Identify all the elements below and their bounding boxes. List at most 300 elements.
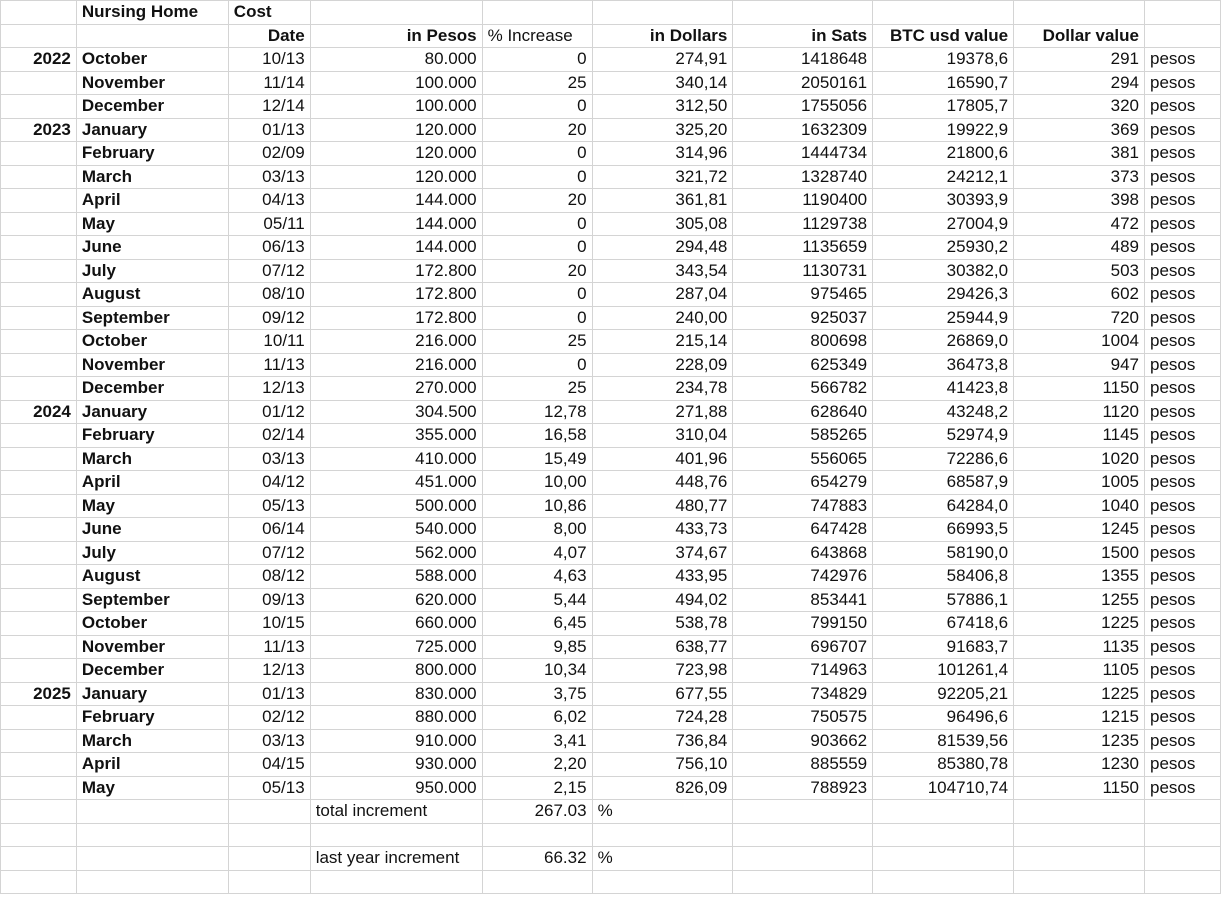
pesos-cell[interactable]: 950.000 xyxy=(310,776,482,800)
dollar-value-cell[interactable]: 472 xyxy=(1014,212,1145,236)
unit-cell[interactable]: pesos xyxy=(1145,635,1221,659)
increase-cell[interactable]: 3,41 xyxy=(482,729,592,753)
btc-cell[interactable]: 19378,6 xyxy=(873,48,1014,72)
increase-cell[interactable]: 8,00 xyxy=(482,518,592,542)
cell[interactable] xyxy=(592,1,733,25)
increase-cell[interactable]: 2,20 xyxy=(482,753,592,777)
unit-cell[interactable]: pesos xyxy=(1145,330,1221,354)
cell[interactable] xyxy=(1145,870,1221,894)
year-cell[interactable]: 2022 xyxy=(1,48,77,72)
dollar-value-cell[interactable]: 291 xyxy=(1014,48,1145,72)
sats-cell[interactable]: 628640 xyxy=(733,400,873,424)
month-cell[interactable]: December xyxy=(76,95,228,119)
total-increment-unit[interactable]: % xyxy=(592,800,733,824)
btc-cell[interactable]: 30382,0 xyxy=(873,259,1014,283)
dollar-value-cell[interactable]: 1135 xyxy=(1014,635,1145,659)
btc-cell[interactable]: 64284,0 xyxy=(873,494,1014,518)
increase-cell[interactable]: 0 xyxy=(482,236,592,260)
btc-cell[interactable]: 96496,6 xyxy=(873,706,1014,730)
pesos-cell[interactable]: 800.000 xyxy=(310,659,482,683)
last-year-increment-label[interactable]: last year increment xyxy=(310,847,482,871)
sats-cell[interactable]: 1328740 xyxy=(733,165,873,189)
cell[interactable] xyxy=(76,847,228,871)
month-cell[interactable]: August xyxy=(76,565,228,589)
dollars-cell[interactable]: 312,50 xyxy=(592,95,733,119)
dollar-value-cell[interactable]: 1255 xyxy=(1014,588,1145,612)
dollars-cell[interactable]: 480,77 xyxy=(592,494,733,518)
cell[interactable] xyxy=(733,847,873,871)
dollars-cell[interactable]: 538,78 xyxy=(592,612,733,636)
cell[interactable] xyxy=(76,800,228,824)
increase-cell[interactable]: 16,58 xyxy=(482,424,592,448)
date-cell[interactable]: 10/11 xyxy=(228,330,310,354)
date-cell[interactable]: 01/12 xyxy=(228,400,310,424)
increase-cell[interactable]: 20 xyxy=(482,118,592,142)
date-cell[interactable]: 12/13 xyxy=(228,377,310,401)
title-cell[interactable]: Nursing Home xyxy=(76,1,228,25)
cell[interactable] xyxy=(228,800,310,824)
btc-cell[interactable]: 26869,0 xyxy=(873,330,1014,354)
month-cell[interactable]: January xyxy=(76,682,228,706)
unit-cell[interactable]: pesos xyxy=(1145,565,1221,589)
unit-cell[interactable]: pesos xyxy=(1145,682,1221,706)
column-header[interactable]: % Increase xyxy=(482,24,592,48)
date-cell[interactable]: 11/13 xyxy=(228,353,310,377)
sats-cell[interactable]: 975465 xyxy=(733,283,873,307)
unit-cell[interactable]: pesos xyxy=(1145,377,1221,401)
date-cell[interactable]: 01/13 xyxy=(228,682,310,706)
sats-cell[interactable]: 2050161 xyxy=(733,71,873,95)
month-cell[interactable]: February xyxy=(76,706,228,730)
dollars-cell[interactable]: 756,10 xyxy=(592,753,733,777)
unit-cell[interactable]: pesos xyxy=(1145,283,1221,307)
cell[interactable] xyxy=(1,847,77,871)
sats-cell[interactable]: 1190400 xyxy=(733,189,873,213)
btc-cell[interactable]: 43248,2 xyxy=(873,400,1014,424)
dollar-value-cell[interactable]: 1235 xyxy=(1014,729,1145,753)
unit-cell[interactable]: pesos xyxy=(1145,165,1221,189)
cell[interactable] xyxy=(1014,1,1145,25)
cell[interactable] xyxy=(1014,870,1145,894)
btc-cell[interactable]: 25944,9 xyxy=(873,306,1014,330)
cell[interactable] xyxy=(482,823,592,847)
unit-cell[interactable]: pesos xyxy=(1145,353,1221,377)
btc-cell[interactable]: 30393,9 xyxy=(873,189,1014,213)
btc-cell[interactable]: 68587,9 xyxy=(873,471,1014,495)
pesos-cell[interactable]: 270.000 xyxy=(310,377,482,401)
increase-cell[interactable]: 0 xyxy=(482,142,592,166)
dollar-value-cell[interactable]: 947 xyxy=(1014,353,1145,377)
increase-cell[interactable]: 20 xyxy=(482,189,592,213)
unit-cell[interactable]: pesos xyxy=(1145,142,1221,166)
dollar-value-cell[interactable]: 320 xyxy=(1014,95,1145,119)
dollar-value-cell[interactable]: 1145 xyxy=(1014,424,1145,448)
dollars-cell[interactable]: 234,78 xyxy=(592,377,733,401)
pesos-cell[interactable]: 120.000 xyxy=(310,165,482,189)
increase-cell[interactable]: 6,02 xyxy=(482,706,592,730)
dollars-cell[interactable]: 401,96 xyxy=(592,447,733,471)
increase-cell[interactable]: 25 xyxy=(482,377,592,401)
cell[interactable] xyxy=(873,800,1014,824)
date-cell[interactable]: 07/12 xyxy=(228,541,310,565)
btc-cell[interactable]: 41423,8 xyxy=(873,377,1014,401)
cell[interactable] xyxy=(592,870,733,894)
year-cell[interactable] xyxy=(1,753,77,777)
increase-cell[interactable]: 4,07 xyxy=(482,541,592,565)
increase-cell[interactable]: 12,78 xyxy=(482,400,592,424)
month-cell[interactable]: May xyxy=(76,776,228,800)
year-cell[interactable] xyxy=(1,142,77,166)
sats-cell[interactable]: 1632309 xyxy=(733,118,873,142)
unit-cell[interactable]: pesos xyxy=(1145,71,1221,95)
sats-cell[interactable]: 853441 xyxy=(733,588,873,612)
column-header[interactable]: in Sats xyxy=(733,24,873,48)
dollars-cell[interactable]: 826,09 xyxy=(592,776,733,800)
year-cell[interactable] xyxy=(1,283,77,307)
date-cell[interactable]: 04/15 xyxy=(228,753,310,777)
pesos-cell[interactable]: 172.800 xyxy=(310,283,482,307)
dollar-value-cell[interactable]: 369 xyxy=(1014,118,1145,142)
btc-cell[interactable]: 85380,78 xyxy=(873,753,1014,777)
unit-cell[interactable]: pesos xyxy=(1145,776,1221,800)
cell[interactable] xyxy=(873,847,1014,871)
year-cell[interactable]: 2023 xyxy=(1,118,77,142)
dollar-value-cell[interactable]: 1225 xyxy=(1014,682,1145,706)
year-cell[interactable] xyxy=(1,706,77,730)
pesos-cell[interactable]: 100.000 xyxy=(310,71,482,95)
year-cell[interactable] xyxy=(1,306,77,330)
unit-cell[interactable]: pesos xyxy=(1145,259,1221,283)
pesos-cell[interactable]: 910.000 xyxy=(310,729,482,753)
cell[interactable] xyxy=(873,1,1014,25)
year-cell[interactable] xyxy=(1,776,77,800)
unit-cell[interactable]: pesos xyxy=(1145,118,1221,142)
cell[interactable] xyxy=(1014,847,1145,871)
pesos-cell[interactable]: 540.000 xyxy=(310,518,482,542)
month-cell[interactable]: July xyxy=(76,541,228,565)
dollars-cell[interactable]: 310,04 xyxy=(592,424,733,448)
column-header[interactable]: Date xyxy=(228,24,310,48)
cell[interactable] xyxy=(482,870,592,894)
column-header[interactable]: in Dollars xyxy=(592,24,733,48)
dollars-cell[interactable]: 314,96 xyxy=(592,142,733,166)
pesos-cell[interactable]: 930.000 xyxy=(310,753,482,777)
cell[interactable] xyxy=(873,870,1014,894)
dollars-cell[interactable]: 287,04 xyxy=(592,283,733,307)
dollar-value-cell[interactable]: 1005 xyxy=(1014,471,1145,495)
date-cell[interactable]: 08/12 xyxy=(228,565,310,589)
dollars-cell[interactable]: 321,72 xyxy=(592,165,733,189)
unit-cell[interactable]: pesos xyxy=(1145,729,1221,753)
month-cell[interactable]: October xyxy=(76,612,228,636)
cell[interactable] xyxy=(228,870,310,894)
pesos-cell[interactable]: 216.000 xyxy=(310,353,482,377)
dollars-cell[interactable]: 294,48 xyxy=(592,236,733,260)
pesos-cell[interactable]: 500.000 xyxy=(310,494,482,518)
pesos-cell[interactable]: 100.000 xyxy=(310,95,482,119)
cell[interactable] xyxy=(76,823,228,847)
pesos-cell[interactable]: 410.000 xyxy=(310,447,482,471)
year-cell[interactable] xyxy=(1,236,77,260)
cell[interactable] xyxy=(310,1,482,25)
date-cell[interactable]: 03/13 xyxy=(228,447,310,471)
sats-cell[interactable]: 800698 xyxy=(733,330,873,354)
btc-cell[interactable]: 58190,0 xyxy=(873,541,1014,565)
unit-cell[interactable]: pesos xyxy=(1145,494,1221,518)
sats-cell[interactable]: 734829 xyxy=(733,682,873,706)
pesos-cell[interactable]: 451.000 xyxy=(310,471,482,495)
increase-cell[interactable]: 25 xyxy=(482,71,592,95)
total-increment-label[interactable]: total increment xyxy=(310,800,482,824)
unit-cell[interactable]: pesos xyxy=(1145,471,1221,495)
date-cell[interactable]: 12/14 xyxy=(228,95,310,119)
date-cell[interactable]: 02/12 xyxy=(228,706,310,730)
month-cell[interactable]: February xyxy=(76,424,228,448)
month-cell[interactable]: January xyxy=(76,118,228,142)
dollar-value-cell[interactable]: 1040 xyxy=(1014,494,1145,518)
btc-cell[interactable]: 72286,6 xyxy=(873,447,1014,471)
dollar-value-cell[interactable]: 294 xyxy=(1014,71,1145,95)
pesos-cell[interactable]: 144.000 xyxy=(310,212,482,236)
dollars-cell[interactable]: 340,14 xyxy=(592,71,733,95)
year-cell[interactable] xyxy=(1,635,77,659)
pesos-cell[interactable]: 172.800 xyxy=(310,306,482,330)
btc-cell[interactable]: 19922,9 xyxy=(873,118,1014,142)
month-cell[interactable]: July xyxy=(76,259,228,283)
cell[interactable] xyxy=(1,823,77,847)
dollar-value-cell[interactable]: 1120 xyxy=(1014,400,1145,424)
sats-cell[interactable]: 747883 xyxy=(733,494,873,518)
cell[interactable] xyxy=(228,847,310,871)
sats-cell[interactable]: 1135659 xyxy=(733,236,873,260)
cell[interactable] xyxy=(733,800,873,824)
year-cell[interactable] xyxy=(1,259,77,283)
increase-cell[interactable]: 0 xyxy=(482,48,592,72)
date-cell[interactable]: 08/10 xyxy=(228,283,310,307)
cell[interactable] xyxy=(1,1,77,25)
dollar-value-cell[interactable]: 1150 xyxy=(1014,776,1145,800)
dollar-value-cell[interactable]: 1004 xyxy=(1014,330,1145,354)
btc-cell[interactable]: 81539,56 xyxy=(873,729,1014,753)
sats-cell[interactable]: 1755056 xyxy=(733,95,873,119)
btc-cell[interactable]: 27004,9 xyxy=(873,212,1014,236)
sats-cell[interactable]: 885559 xyxy=(733,753,873,777)
pesos-cell[interactable]: 660.000 xyxy=(310,612,482,636)
date-cell[interactable]: 05/13 xyxy=(228,776,310,800)
sats-cell[interactable]: 1129738 xyxy=(733,212,873,236)
dollar-value-cell[interactable]: 1225 xyxy=(1014,612,1145,636)
unit-cell[interactable]: pesos xyxy=(1145,424,1221,448)
month-cell[interactable]: April xyxy=(76,471,228,495)
unit-cell[interactable]: pesos xyxy=(1145,447,1221,471)
btc-cell[interactable]: 24212,1 xyxy=(873,165,1014,189)
btc-cell[interactable]: 92205,21 xyxy=(873,682,1014,706)
dollar-value-cell[interactable]: 1020 xyxy=(1014,447,1145,471)
month-cell[interactable]: December xyxy=(76,377,228,401)
dollar-value-cell[interactable]: 1245 xyxy=(1014,518,1145,542)
cell[interactable] xyxy=(1145,823,1221,847)
pesos-cell[interactable]: 725.000 xyxy=(310,635,482,659)
year-cell[interactable] xyxy=(1,95,77,119)
unit-cell[interactable]: pesos xyxy=(1145,588,1221,612)
increase-cell[interactable]: 15,49 xyxy=(482,447,592,471)
month-cell[interactable]: February xyxy=(76,142,228,166)
sats-cell[interactable]: 566782 xyxy=(733,377,873,401)
dollars-cell[interactable]: 215,14 xyxy=(592,330,733,354)
dollar-value-cell[interactable]: 489 xyxy=(1014,236,1145,260)
increase-cell[interactable]: 25 xyxy=(482,330,592,354)
cell[interactable] xyxy=(310,870,482,894)
month-cell[interactable]: May xyxy=(76,212,228,236)
cell[interactable] xyxy=(592,823,733,847)
btc-cell[interactable]: 57886,1 xyxy=(873,588,1014,612)
unit-cell[interactable]: pesos xyxy=(1145,753,1221,777)
sats-cell[interactable]: 647428 xyxy=(733,518,873,542)
increase-cell[interactable]: 2,15 xyxy=(482,776,592,800)
increase-cell[interactable]: 0 xyxy=(482,283,592,307)
date-cell[interactable]: 09/13 xyxy=(228,588,310,612)
month-cell[interactable]: November xyxy=(76,635,228,659)
cell[interactable] xyxy=(1145,1,1221,25)
dollar-value-cell[interactable]: 373 xyxy=(1014,165,1145,189)
dollar-value-cell[interactable]: 1355 xyxy=(1014,565,1145,589)
cell[interactable] xyxy=(733,870,873,894)
month-cell[interactable]: April xyxy=(76,189,228,213)
increase-cell[interactable]: 9,85 xyxy=(482,635,592,659)
increase-cell[interactable]: 10,86 xyxy=(482,494,592,518)
increase-cell[interactable]: 5,44 xyxy=(482,588,592,612)
dollar-value-cell[interactable]: 1150 xyxy=(1014,377,1145,401)
year-cell[interactable] xyxy=(1,212,77,236)
pesos-cell[interactable]: 120.000 xyxy=(310,118,482,142)
total-increment-value[interactable]: 267.03 xyxy=(482,800,592,824)
pesos-cell[interactable]: 562.000 xyxy=(310,541,482,565)
date-cell[interactable]: 11/14 xyxy=(228,71,310,95)
btc-cell[interactable]: 104710,74 xyxy=(873,776,1014,800)
sats-cell[interactable]: 714963 xyxy=(733,659,873,683)
cell[interactable] xyxy=(1,800,77,824)
month-cell[interactable]: September xyxy=(76,306,228,330)
unit-cell[interactable]: pesos xyxy=(1145,518,1221,542)
month-cell[interactable]: March xyxy=(76,447,228,471)
unit-cell[interactable]: pesos xyxy=(1145,48,1221,72)
unit-cell[interactable]: pesos xyxy=(1145,706,1221,730)
title-cell[interactable]: Cost xyxy=(228,1,310,25)
dollar-value-cell[interactable]: 381 xyxy=(1014,142,1145,166)
year-cell[interactable] xyxy=(1,353,77,377)
date-cell[interactable]: 11/13 xyxy=(228,635,310,659)
year-cell[interactable] xyxy=(1,612,77,636)
month-cell[interactable]: March xyxy=(76,729,228,753)
year-cell[interactable]: 2024 xyxy=(1,400,77,424)
sats-cell[interactable]: 1418648 xyxy=(733,48,873,72)
dollar-value-cell[interactable]: 398 xyxy=(1014,189,1145,213)
cell[interactable] xyxy=(733,823,873,847)
month-cell[interactable]: May xyxy=(76,494,228,518)
dollar-value-cell[interactable]: 1215 xyxy=(1014,706,1145,730)
year-cell[interactable] xyxy=(1,71,77,95)
dollars-cell[interactable]: 494,02 xyxy=(592,588,733,612)
dollars-cell[interactable]: 374,67 xyxy=(592,541,733,565)
sats-cell[interactable]: 1444734 xyxy=(733,142,873,166)
year-cell[interactable] xyxy=(1,565,77,589)
month-cell[interactable]: June xyxy=(76,518,228,542)
year-cell[interactable] xyxy=(1,588,77,612)
year-cell[interactable] xyxy=(1,330,77,354)
date-cell[interactable]: 01/13 xyxy=(228,118,310,142)
dollar-value-cell[interactable]: 720 xyxy=(1014,306,1145,330)
unit-cell[interactable]: pesos xyxy=(1145,400,1221,424)
unit-cell[interactable]: pesos xyxy=(1145,236,1221,260)
year-cell[interactable] xyxy=(1,424,77,448)
pesos-cell[interactable]: 120.000 xyxy=(310,142,482,166)
pesos-cell[interactable]: 304.500 xyxy=(310,400,482,424)
btc-cell[interactable]: 66993,5 xyxy=(873,518,1014,542)
month-cell[interactable]: October xyxy=(76,330,228,354)
dollar-value-cell[interactable]: 1230 xyxy=(1014,753,1145,777)
sats-cell[interactable]: 643868 xyxy=(733,541,873,565)
year-cell[interactable] xyxy=(1,165,77,189)
unit-cell[interactable]: pesos xyxy=(1145,95,1221,119)
unit-cell[interactable]: pesos xyxy=(1145,612,1221,636)
btc-cell[interactable]: 29426,3 xyxy=(873,283,1014,307)
btc-cell[interactable]: 101261,4 xyxy=(873,659,1014,683)
increase-cell[interactable]: 4,63 xyxy=(482,565,592,589)
dollar-value-cell[interactable]: 602 xyxy=(1014,283,1145,307)
unit-cell[interactable]: pesos xyxy=(1145,189,1221,213)
dollars-cell[interactable]: 724,28 xyxy=(592,706,733,730)
date-cell[interactable]: 02/14 xyxy=(228,424,310,448)
dollars-cell[interactable]: 361,81 xyxy=(592,189,733,213)
cell[interactable] xyxy=(1014,823,1145,847)
sats-cell[interactable]: 742976 xyxy=(733,565,873,589)
year-cell[interactable] xyxy=(1,541,77,565)
year-cell[interactable] xyxy=(1,471,77,495)
sats-cell[interactable]: 1130731 xyxy=(733,259,873,283)
btc-cell[interactable]: 25930,2 xyxy=(873,236,1014,260)
cell[interactable] xyxy=(733,1,873,25)
btc-cell[interactable]: 17805,7 xyxy=(873,95,1014,119)
dollars-cell[interactable]: 433,95 xyxy=(592,565,733,589)
date-cell[interactable]: 06/13 xyxy=(228,236,310,260)
sats-cell[interactable]: 925037 xyxy=(733,306,873,330)
date-cell[interactable]: 02/09 xyxy=(228,142,310,166)
increase-cell[interactable]: 0 xyxy=(482,212,592,236)
increase-cell[interactable]: 10,34 xyxy=(482,659,592,683)
column-header[interactable]: in Pesos xyxy=(310,24,482,48)
btc-cell[interactable]: 67418,6 xyxy=(873,612,1014,636)
month-cell[interactable]: January xyxy=(76,400,228,424)
btc-cell[interactable]: 21800,6 xyxy=(873,142,1014,166)
column-header[interactable]: Dollar value xyxy=(1014,24,1145,48)
pesos-cell[interactable]: 144.000 xyxy=(310,236,482,260)
month-cell[interactable]: November xyxy=(76,71,228,95)
sats-cell[interactable]: 799150 xyxy=(733,612,873,636)
pesos-cell[interactable]: 830.000 xyxy=(310,682,482,706)
sats-cell[interactable]: 585265 xyxy=(733,424,873,448)
year-cell[interactable]: 2025 xyxy=(1,682,77,706)
dollars-cell[interactable]: 274,91 xyxy=(592,48,733,72)
dollars-cell[interactable]: 305,08 xyxy=(592,212,733,236)
increase-cell[interactable]: 10,00 xyxy=(482,471,592,495)
date-cell[interactable]: 03/13 xyxy=(228,729,310,753)
month-cell[interactable]: June xyxy=(76,236,228,260)
btc-cell[interactable]: 58406,8 xyxy=(873,565,1014,589)
month-cell[interactable]: September xyxy=(76,588,228,612)
pesos-cell[interactable]: 355.000 xyxy=(310,424,482,448)
btc-cell[interactable]: 16590,7 xyxy=(873,71,1014,95)
year-cell[interactable] xyxy=(1,494,77,518)
